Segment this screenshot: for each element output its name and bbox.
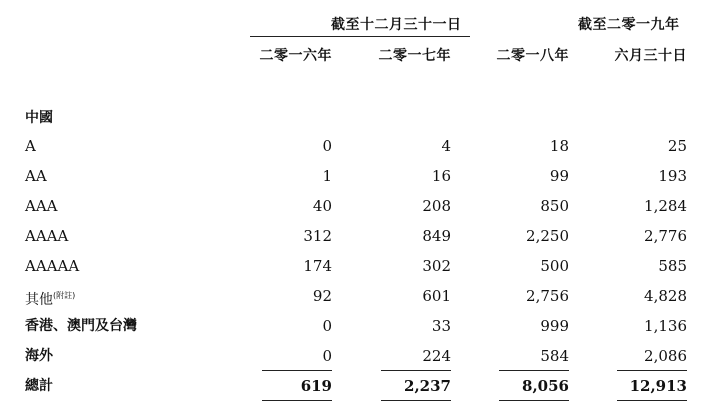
cell-2016: 0 [322,137,332,155]
footnote-marker: (附註) [53,291,76,300]
header-year-2016: 二零一六年 [259,48,332,64]
total-rule-top-2018 [499,370,569,371]
total-2018: 8,056 [522,377,569,395]
cell-2016: 40 [312,197,332,215]
cell-2018: 99 [549,167,569,185]
table-row [0,164,715,188]
total-row [0,374,715,398]
table-row [0,194,715,218]
table-row [0,344,715,368]
row-label [25,284,75,312]
cell-2019h1: 2,776 [644,227,687,245]
table-row [0,134,715,158]
section-title-china: 中國 [25,110,53,126]
total-rule-top-2017 [381,370,451,371]
total-2017: 2,237 [404,377,451,395]
row-label: 海外 [25,348,53,364]
header-group-jun30: 截至二零一九年 [578,17,680,33]
cell-2018: 18 [549,137,569,155]
total-rule-bottom-2016 [262,400,332,401]
cell-2016: 174 [303,257,332,275]
table-row [0,254,715,278]
table-row [0,284,715,308]
table-row [0,224,715,248]
cell-2018: 500 [540,257,569,275]
cell-2016: 312 [303,227,332,245]
cell-2017: 208 [422,197,451,215]
cell-2016: 92 [312,287,332,305]
cell-2017: 4 [441,137,451,155]
cell-2016: 0 [322,317,332,335]
total-rule-bottom-2017 [381,400,451,401]
cell-2018: 999 [540,317,569,335]
cell-2016: 1 [322,167,332,185]
total-label: 總計 [25,378,53,394]
cell-2018: 2,250 [526,227,569,245]
row-label: 香港、澳門及台灣 [25,318,137,334]
header-jun30: 六月三十日 [614,48,687,64]
cell-2019h1: 193 [658,167,687,185]
row-label-text: 其他 [25,292,53,308]
cell-2016: 0 [322,347,332,365]
row-label: AAAAA [25,257,80,275]
header-year-2017: 二零一七年 [378,48,451,64]
total-2016: 619 [300,377,332,395]
cell-2019h1: 2,086 [644,347,687,365]
total-rule-bottom-2018 [499,400,569,401]
row-label: AAAA [25,227,69,245]
table-row [0,314,715,338]
cell-2017: 33 [431,317,451,335]
total-2019h1: 12,913 [629,377,687,395]
row-label: AAA [25,197,58,215]
header-group-dec31: 截至十二月三十一日 [331,17,462,33]
cell-2018: 584 [540,347,569,365]
header-year-2018: 二零一八年 [496,48,569,64]
cell-2018: 2,756 [526,287,569,305]
cell-2017: 601 [422,287,451,305]
cell-2017: 16 [431,167,451,185]
header-rule-1 [250,36,470,37]
cell-2019h1: 1,284 [644,197,687,215]
cell-2019h1: 1,136 [644,317,687,335]
cell-2019h1: 585 [658,257,687,275]
cell-2017: 224 [422,347,451,365]
cell-2019h1: 4,828 [644,287,687,305]
row-label: A [25,137,36,155]
total-rule-top-2019h1 [617,370,687,371]
cell-2018: 850 [540,197,569,215]
cell-2017: 302 [422,257,451,275]
total-rule-top-2016 [262,370,332,371]
row-label: AA [25,167,47,185]
cell-2019h1: 25 [667,137,687,155]
total-rule-bottom-2019h1 [617,400,687,401]
cell-2017: 849 [422,227,451,245]
